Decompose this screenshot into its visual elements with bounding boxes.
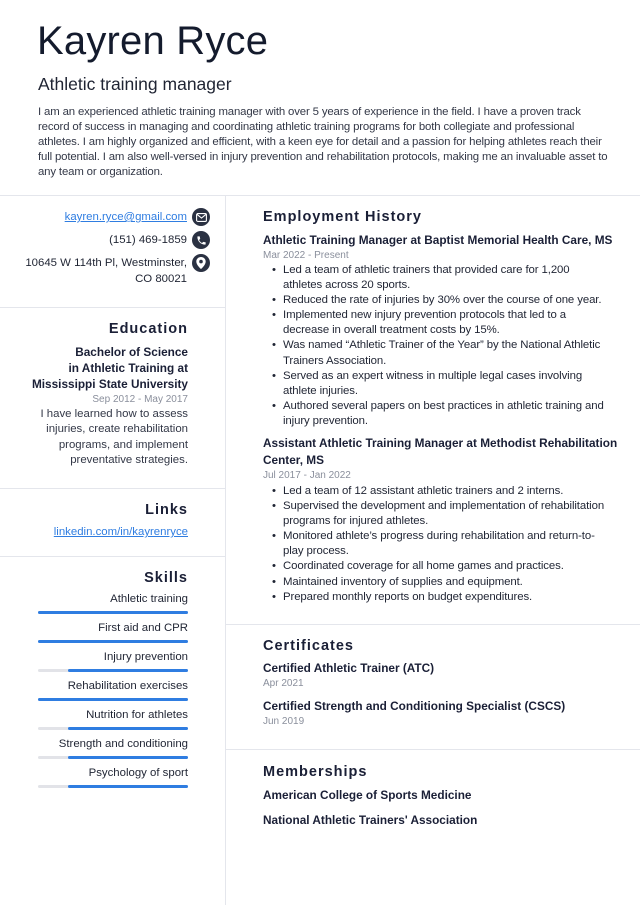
skill-item: [38, 766, 188, 788]
contact-address-row: [25, 255, 210, 287]
contact-email-row: [65, 209, 210, 226]
links-heading: Links: [145, 502, 188, 518]
job-bullets: [263, 263, 608, 429]
full-name: Kayren Ryce: [37, 19, 269, 63]
phone-number: (151) 469-1859: [109, 234, 187, 246]
job-bullets: [263, 484, 608, 605]
bullet-item: • Authored several papers on best practices in athletic training and injury prevention.: [263, 399, 608, 429]
bullet-item: • Served as an expert witness in multiple legal cases involving athlete injuries.: [263, 369, 608, 399]
skill-item: [38, 708, 188, 730]
skill-level-bar: [38, 611, 188, 614]
bullet-item: • Led a team of 12 assistant athletic trainers and 2 interns.: [263, 484, 608, 499]
skill-label: Nutrition for athletes: [86, 709, 188, 721]
certificates-heading: Certificates: [263, 638, 354, 654]
bullet-item: • Maintained inventory of supplies and equipment.: [263, 575, 608, 590]
profile-summary: I am an experienced athletic training manager with over 5 years of experience in the field. I have a proven track record of success in managing and coordinating athletic training programs for both collegiate and professional athletes. I am highly organized and efficient, with a keen eye for detail and a passion for helping athletes reach their full potential. I am also well-versed in injury prevention and rehabilitation protocols, making me an invaluable asset to any team or organization.: [38, 106, 608, 179]
certificate-date: Jun 2019: [263, 716, 305, 727]
degree-line-3: Mississippi State University: [31, 377, 188, 391]
skill-item: [38, 679, 188, 701]
membership-title: American College of Sports Medicine: [263, 788, 472, 802]
memberships-heading: Memberships: [263, 764, 368, 780]
bullet-item: • Implemented new injury prevention protocols that led to a decrease in overall treatment costs by 15%.: [263, 308, 608, 338]
certificate-title: Certified Athletic Trainer (ATC): [263, 661, 435, 675]
bullet-item: • Reduced the rate of injuries by 30% over the course of one year.: [263, 293, 608, 308]
job-title: Assistant Athletic Training Manager at Methodist Rehabilitation Center, MS: [263, 436, 618, 467]
address-line-1: 10645 W 114th Pl, Westminster,: [25, 257, 187, 269]
skill-level-bar: [38, 669, 188, 672]
skill-item: [38, 650, 188, 672]
skill-label: Athletic training: [110, 593, 188, 605]
skill-level-bar: [38, 698, 188, 701]
bullet-item: • Supervised the development and implementation of rehabilitation programs for injured athletes.: [263, 499, 608, 529]
employment-heading: Employment History: [263, 209, 422, 225]
bullet-item: • Was named “Athletic Trainer of the Year” by the National Athletic Trainers Association.: [263, 338, 608, 368]
bullet-item: • Prepared monthly reports on budget expenditures.: [263, 590, 608, 605]
degree-line-2: in Athletic Training at: [68, 361, 188, 375]
resume-header: [0, 0, 640, 196]
bullet-item: • Monitored athlete’s progress during rehabilitation and return-to-play process.: [263, 529, 608, 559]
degree-line-1: Bachelor of Science: [75, 345, 188, 359]
skill-level-bar: [38, 756, 188, 759]
job-title: Athletic Training Manager at Baptist Memorial Health Care, MS: [263, 233, 613, 247]
education-section: [0, 308, 225, 489]
map-pin-icon: [192, 254, 210, 272]
job-dates: Mar 2022 - Present: [263, 250, 349, 261]
bullet-item: • Led a team of athletic trainers that provided care for 1,200 athletes across 20 sports.: [263, 263, 608, 293]
skill-item: [38, 621, 188, 643]
contact-phone-row: [109, 232, 210, 249]
skill-label: Psychology of sport: [88, 767, 188, 779]
skill-item: [38, 592, 188, 614]
membership-title: National Athletic Trainers' Association: [263, 813, 478, 827]
skill-label: First aid and CPR: [98, 622, 188, 634]
skill-label: Rehabilitation exercises: [67, 680, 188, 692]
skill-label: Injury prevention: [103, 651, 188, 663]
phone-icon: [192, 231, 210, 249]
education-entry: [18, 344, 188, 469]
skills-section: [0, 557, 225, 905]
skill-level-bar: [38, 785, 188, 788]
skill-level-bar: [38, 727, 188, 730]
skill-level-bar: [38, 640, 188, 643]
certificates-section: [226, 625, 640, 750]
employment-section: [226, 196, 640, 625]
education-description: I have learned how to assess injuries, create rehabilitation programs, and implement preventative strategies.: [40, 408, 188, 467]
bullet-item: • Coordinated coverage for all home games and practices.: [263, 559, 608, 574]
certificate-title: Certified Strength and Conditioning Specialist (CSCS): [263, 699, 566, 713]
job-dates: Jul 2017 - Jan 2022: [263, 470, 351, 481]
email-link[interactable]: kayren.ryce@gmail.com: [64, 211, 187, 223]
job-title: Athletic training manager: [38, 74, 232, 94]
linkedin-link[interactable]: linkedin.com/in/kayrenryce: [53, 526, 188, 538]
address: [25, 255, 187, 287]
contact-section: [0, 196, 225, 308]
envelope-icon: [192, 208, 210, 226]
address-line-2: CO 80021: [135, 273, 187, 285]
education-heading: Education: [108, 321, 188, 337]
links-section: [0, 489, 225, 557]
skill-item: [38, 737, 188, 759]
skills-heading: Skills: [144, 570, 188, 586]
skill-label: Strength and conditioning: [58, 738, 188, 750]
certificate-date: Apr 2021: [263, 678, 304, 689]
memberships-section: [226, 750, 640, 905]
education-dates: Sep 2012 - May 2017: [92, 394, 188, 405]
